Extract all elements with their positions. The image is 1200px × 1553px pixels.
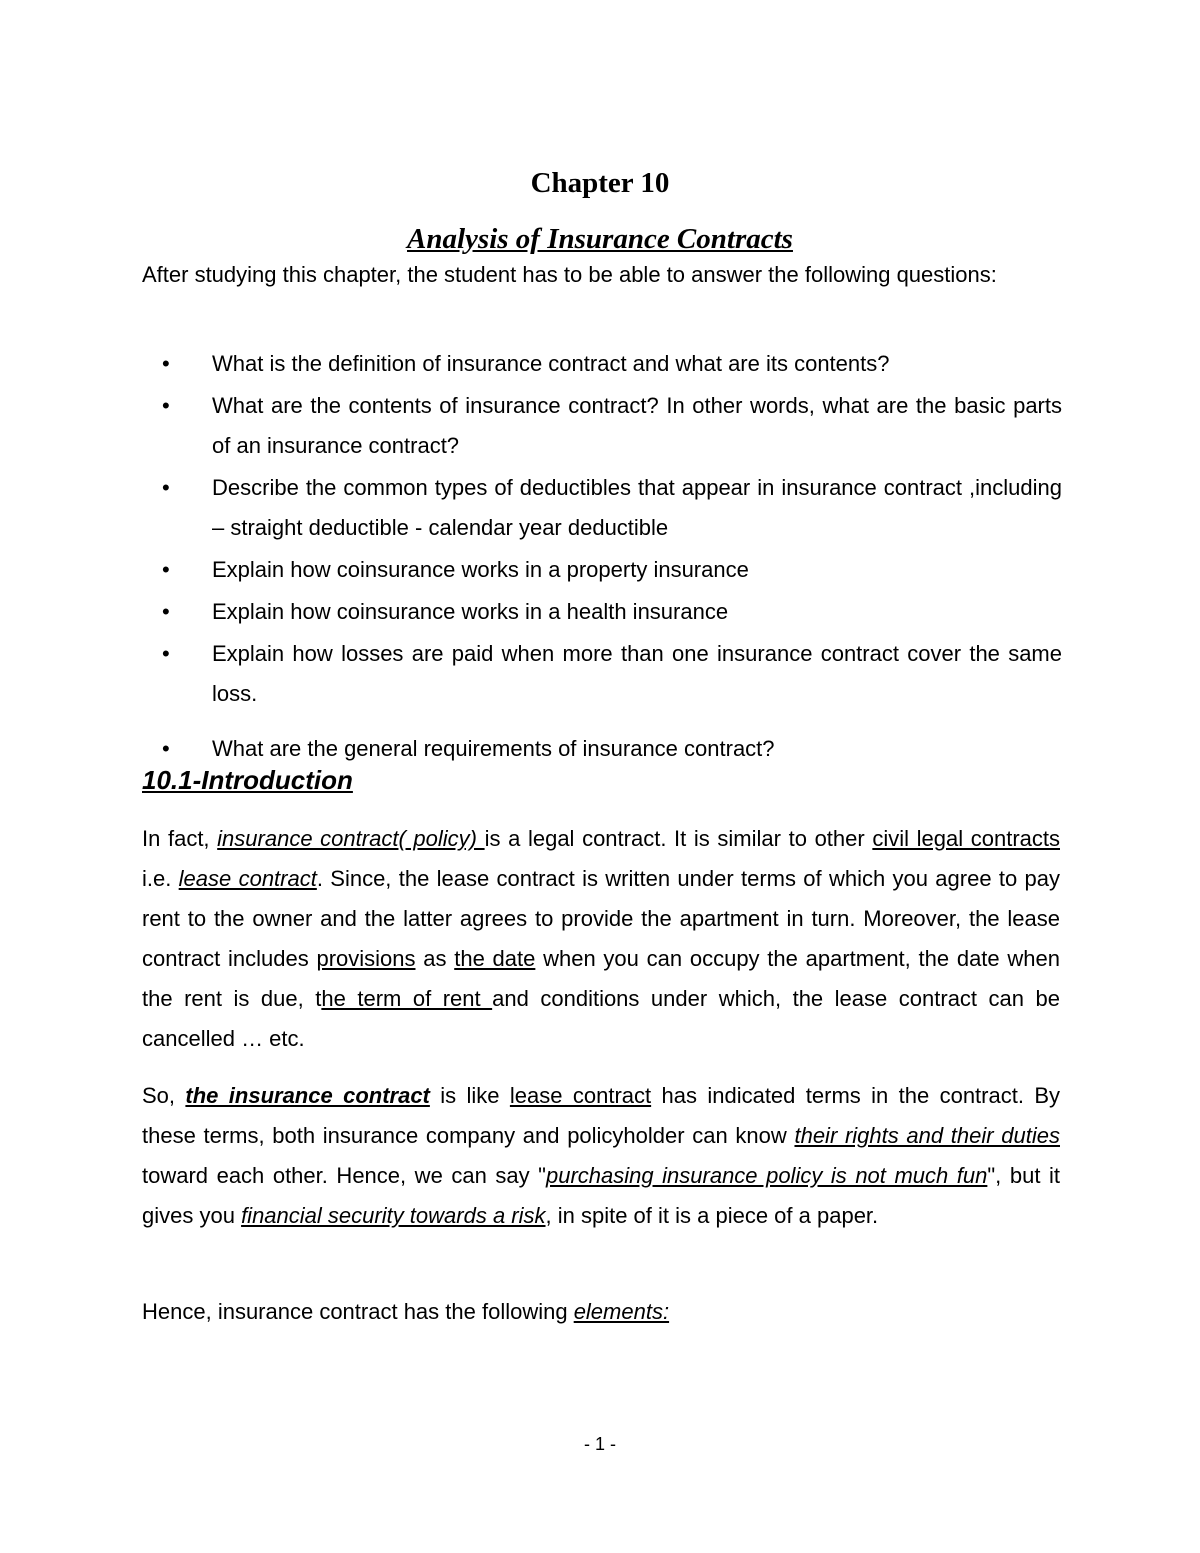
text-run: toward each other. Hence, we can say " [142,1163,546,1188]
bullet-icon: • [162,599,170,624]
bullet-icon: • [162,736,170,761]
introduction-paragraph-3 [142,1292,1060,1332]
emphasis-rights-and-duties: their rights and their duties [794,1123,1060,1148]
list-item [142,468,1062,548]
emphasis-insurance-contract-policy: insurance contract( policy) [217,826,485,851]
bullet-icon: • [162,475,170,500]
text-run: i.e. [142,866,179,891]
text-run: Hence, insurance contract has the following [142,1299,574,1324]
objectives-list [142,344,1062,771]
text-run: is a legal contract. It is similar to other [484,826,873,851]
list-item [142,344,1062,384]
emphasis-provisions: provisions [316,946,416,971]
bullet-icon: • [162,351,170,376]
text-run: as [415,946,455,971]
objective-text: What are the contents of insurance contract? In other words, what are the basic parts of an insurance contract? [212,393,1062,458]
introduction-paragraph-1 [142,819,1060,1059]
list-item [142,550,1062,590]
chapter-subtitle: Analysis of Insurance Contracts [407,223,793,255]
section-heading: 10.1-Introduction [142,765,353,795]
objective-text: Explain how coinsurance works in a health insurance [212,599,729,624]
chapter-title: Chapter 10 [530,167,670,199]
text-run: is like [429,1083,510,1108]
emphasis-the-insurance-contract: the insurance contract [185,1083,430,1108]
text-run: ", but it gives you [142,1163,1060,1228]
text-run: . Since, the lease contract is written under terms of which you agree to pay rent to the owner and the latter agrees to provide the apartment in turn. Moreover, the lease contract includes [142,866,1060,971]
emphasis-financial-security: financial security towards a risk [241,1203,546,1228]
objective-text: What is the definition of insurance contract and what are its contents? [212,351,890,376]
text-run: , in spite of it is a piece of a paper. [545,1203,879,1228]
bullet-icon: • [162,393,170,418]
objective-text: Explain how losses are paid when more than one insurance contract cover the same loss. [212,641,1062,706]
emphasis-lease-contract: lease contract [178,866,317,891]
emphasis-lease-contract: lease contract [509,1083,652,1108]
emphasis-the-date: the date [454,946,536,971]
introduction-paragraph-2 [142,1076,1060,1236]
text-run: In fact, [142,826,218,851]
emphasis-term-of-rent: he term of rent [321,986,493,1011]
list-item [142,386,1062,466]
text-run: has indicated terms in the contract. By these terms, both insurance company and policyholder can know [142,1083,1060,1148]
text-run: So, [142,1083,186,1108]
text-run: when you can occupy the apartment, the date when the rent is due, t [142,946,1060,1011]
emphasis-quote: purchasing insurance policy is not much fun [545,1163,988,1188]
objective-text: What are the general requirements of insurance contract? [212,736,775,761]
emphasis-elements: elements: [573,1299,670,1324]
page-number: - 1 - [583,1434,616,1454]
text-run: and conditions under which, the lease contract can be cancelled … etc. [142,986,1060,1051]
emphasis-civil-legal-contracts: civil legal contracts [872,826,1060,851]
bullet-icon: • [162,557,170,582]
bullet-icon: • [162,641,170,666]
objective-text: Explain how coinsurance works in a property insurance [212,557,749,582]
objective-text: Describe the common types of deductibles that appear in insurance contract ,including – straight deductible - calendar year deductible [212,475,1062,540]
list-item [142,634,1062,714]
intro-paragraph: After studying this chapter, the student has to be able to answer the following questions: [142,262,997,287]
list-item [142,592,1062,632]
